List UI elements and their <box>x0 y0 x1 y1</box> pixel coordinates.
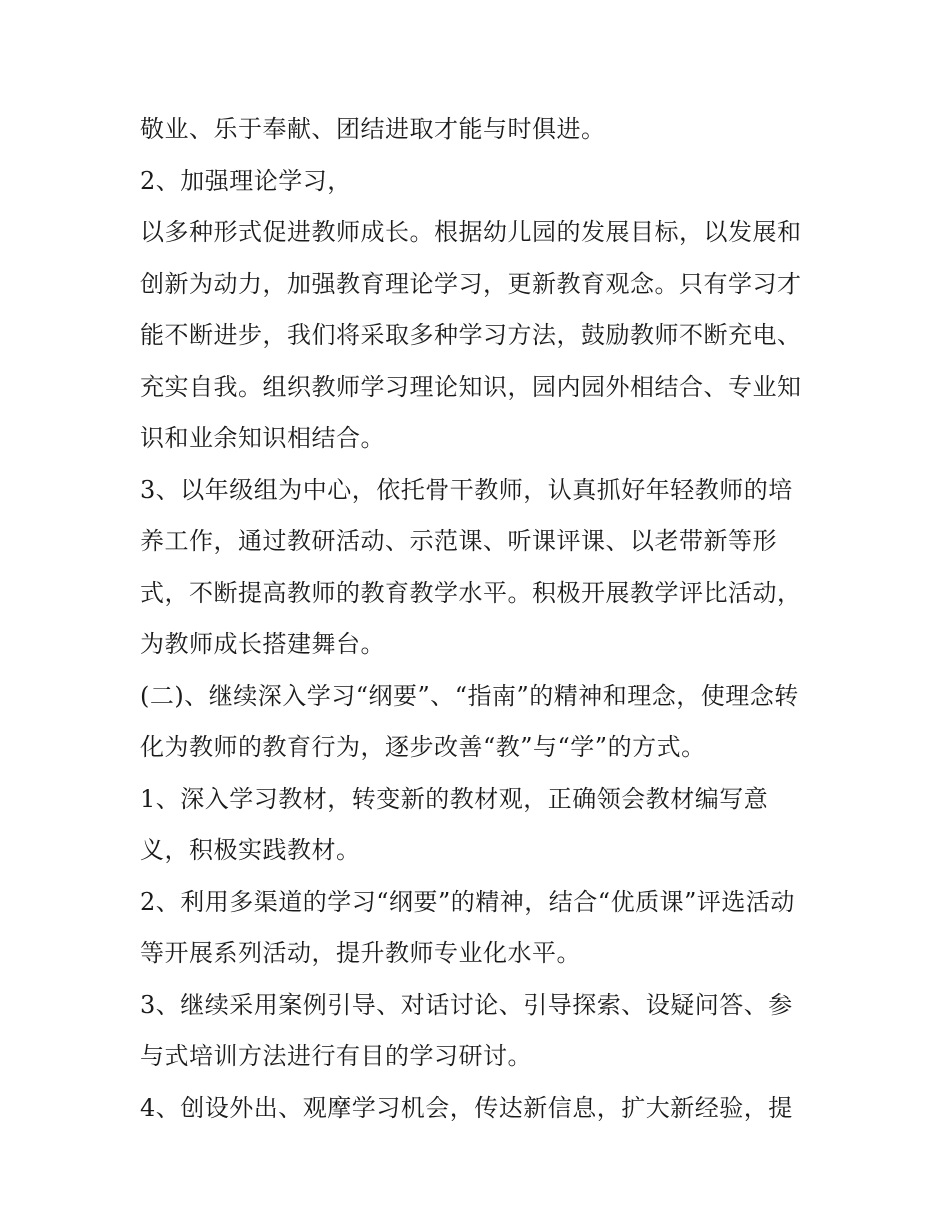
text-line: 养工作，通过教研活动、示范课、听课评课、以老带新等形 <box>140 527 777 555</box>
text-line: 以多种形式促进教师成长。根据幼儿园的发展目标，以发展和 <box>140 218 802 246</box>
text-line: (二)、继续深入学习“纲要”、“指南”的精神和理念，使理念转 <box>140 681 799 710</box>
text-line: 义，积极实践教材。 <box>140 836 361 864</box>
text-line: 化为教师的教育行为，逐步改善“教”与“学”的方式。 <box>140 733 706 761</box>
text-line: 1、深入学习教材，转变新的教材观，正确领会教材编写意 <box>140 784 769 813</box>
text-line: 3、以年级组为中心，依托骨干教师，认真抓好年轻教师的培 <box>140 475 793 504</box>
text-line: 创新为动力，加强教育理论学习，更新教育观念。只有学习才 <box>140 269 802 298</box>
text-line: 等开展系列活动，提升教师专业化水平。 <box>140 939 581 967</box>
text-line: 为教师成长搭建舞台。 <box>140 630 385 658</box>
text-line: 2、利用多渠道的学习“纲要”的精神，结合“优质课”评选活动 <box>140 887 795 916</box>
body-text <box>140 104 820 1134</box>
text-line: 充实自我。组织教师学习理论知识，园内园外相结合、专业知 <box>140 372 802 401</box>
text-line: 与式培训方法进行有目的学习研讨。 <box>140 1042 532 1070</box>
text-line: 能不断进步，我们将采取多种学习方法，鼓励教师不断充电、 <box>140 321 802 349</box>
text-line: 敬业、乐于奉献、团结进取才能与时俱进。 <box>140 115 606 143</box>
text-line: 2、加强理论学习， <box>140 166 352 195</box>
text-line: 4、创设外出、观摩学习机会，传达新信息，扩大新经验，提 <box>140 1093 793 1122</box>
text-line: 识和业余知识相结合。 <box>140 424 385 452</box>
text-line: 3、继续采用案例引导、对话讨论、引导探索、设疑问答、参 <box>140 990 793 1019</box>
text-line: 式，不断提高教师的教育教学水平。积极开展教学评比活动， <box>140 578 802 607</box>
